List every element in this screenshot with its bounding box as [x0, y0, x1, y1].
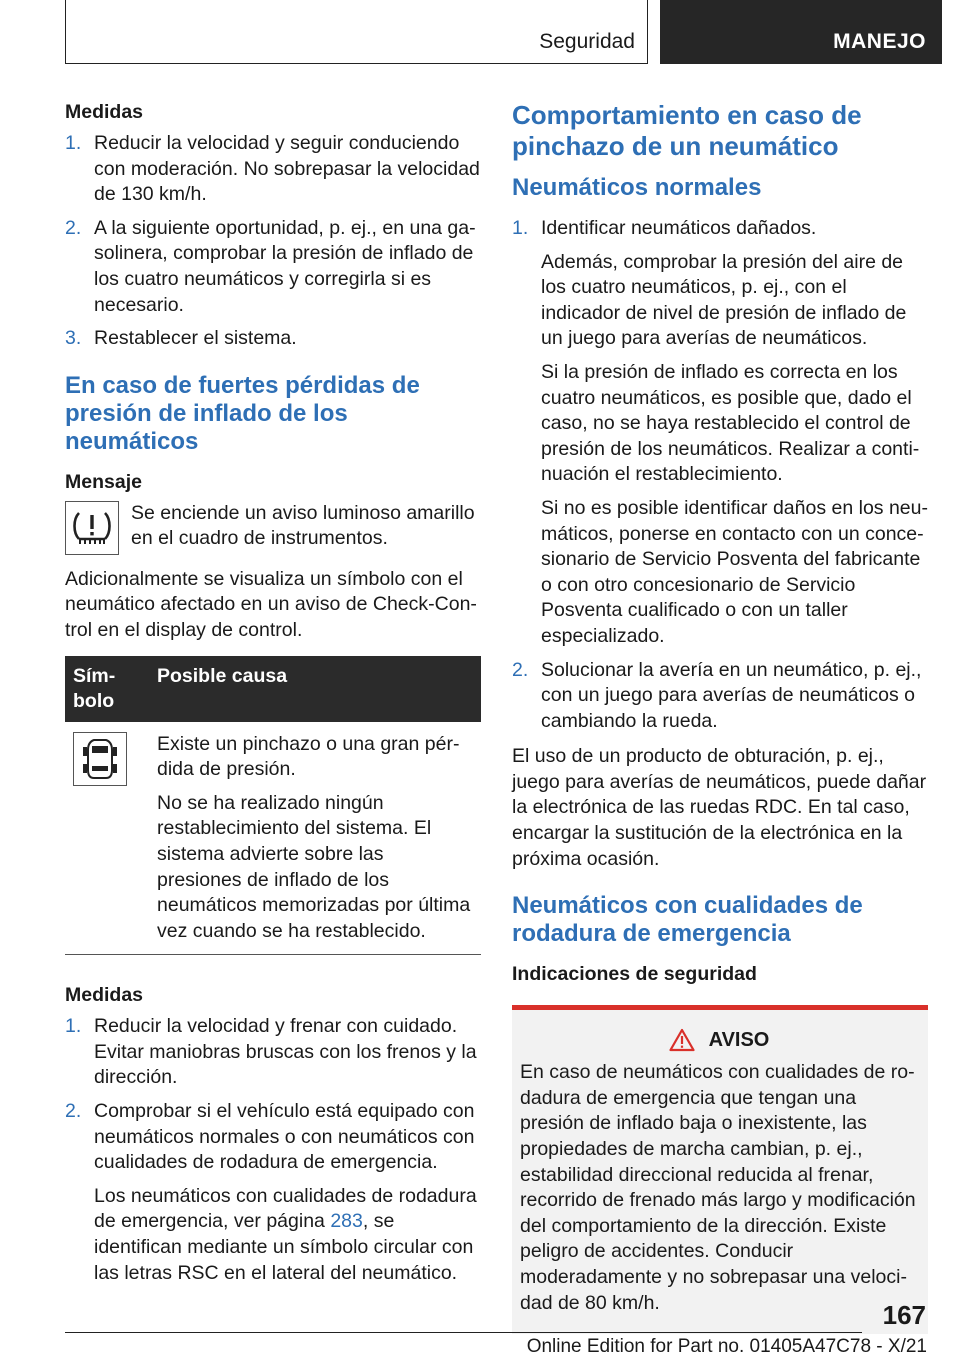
header-chapter-box [660, 0, 942, 64]
cause-text: Existe un pinchazo o una gran pérdida de presión. [157, 732, 460, 781]
left-column [65, 100, 481, 1296]
footer-edition: Online Edition for Part no. 01405A47C78 - X/21 [526, 1336, 927, 1357]
cause-text: No se ha realizado ningún restablecimiento del sistema. El sistema advierte sobre las presiones de inflado de los neumáticos memorizadas por última vez cuando se ha restablecido. [157, 791, 471, 942]
header-section-box [65, 0, 648, 64]
message-box [65, 501, 481, 555]
message-heading: Mensaje [65, 470, 142, 493]
table-cell-cause [149, 722, 481, 955]
page-number: 167 [882, 1300, 926, 1330]
step-subtext: Si no es posible identificar daños en los neumáticos, ponerse en contacto con un concesionario de Servicio Posventa del fabricante o con otro concesionario de Servicio Posventa cualificado o con un taller especializado. [541, 496, 928, 647]
measures-heading: Medidas [65, 984, 144, 1007]
step-text: Restablecer el sistema. [94, 327, 297, 350]
step-subtext: Si la presión de inflado es correcta en los cuatro neumáticos, es posible que, dado el caso, no se haya restablecido el control de presión de los neumáticos. Realizar a continuación el restablecimiento. [541, 360, 920, 486]
list-item [65, 326, 481, 352]
warning-label: AVISO [708, 1028, 770, 1051]
table-cell-symbol [65, 722, 149, 955]
step-subtext-part: , se identifican mediante un símbolo circular con las letras RSC en el lateral del neumático. [94, 1210, 474, 1284]
tire-pressure-warning-icon [65, 501, 119, 555]
table-header-cause: Posible causa [149, 656, 481, 722]
step-text: Identificar neumáticos dañados. [541, 217, 817, 239]
right-column [512, 100, 928, 1334]
measures-heading: Medidas [65, 101, 144, 123]
measures-list [65, 131, 481, 352]
sealant-info-text: El uso de un producto de obturación, p. ej., juego para averías de neumáticos, puede dañar la electrónica de las ruedas RDC. En tal caso, encargar la sustitución de la electrónica en la próxima ocasión. [512, 745, 927, 870]
step-number: 2. [512, 658, 529, 681]
safety-notes-heading: Indicaciones de seguridad [512, 963, 757, 986]
step-number: 1. [65, 1015, 82, 1038]
page-link-283[interactable]: 283 [330, 1210, 363, 1233]
puncture-steps-list [512, 216, 928, 734]
step-subtext-part: Los neumáticos con cualidades de rodadura de emergencia, ver página [94, 1184, 477, 1233]
subheading-runflat-tires: Neumáticos con cualidades de rodadura de emergencia [512, 892, 863, 948]
list-item [65, 1099, 481, 1286]
warning-box [512, 1005, 928, 1334]
section-heading-pressure-loss: En caso de fuertes pérdidas de presión de inflado de los neumáticos [65, 371, 420, 455]
list-item [512, 658, 928, 735]
list-item [65, 216, 481, 318]
warning-triangle-icon [669, 1028, 695, 1052]
table-header-symbol: Sím-bolo [65, 656, 149, 722]
step-number: 2. [65, 216, 82, 239]
step-number: 2. [65, 1100, 82, 1123]
table-row [65, 722, 481, 955]
section-heading-puncture: Comportamiento en caso de pinchazo de un neumático [512, 100, 862, 161]
step-number: 3. [65, 327, 82, 350]
car-tire-position-icon [73, 732, 127, 786]
warning-title [520, 1028, 918, 1052]
step-text: Reducir la velocidad y seguir conduciendo con moderación. No sobrepasar la velocidad de 130 km/h. [94, 132, 480, 206]
step-subtext: Además, comprobar la presión del aire de los cuatro neumáticos, p. ej., con el indicador de nivel de presión de inflado de un juego para averías de neumáticos. [541, 250, 907, 350]
step-number: 1. [65, 132, 82, 154]
step-text: Reducir la velocidad y frenar con cuidado. Evitar maniobras bruscas con los frenos y la dirección. [94, 1015, 477, 1089]
warning-text: En caso de neumáticos con cualidades de rodadura de emergencia que tengan una presión de inflado baja o inexistente, las propiedades de marcha cambian, p. ej., estabilidad direccional reducida al frenar, recorrido de frenado más largo y modificación del comportamiento de la dirección. Existe peligro de accidentes. Conducir moderadamente y no sobrepasar una velocidad de 80 km/h. [520, 1061, 916, 1314]
list-item [65, 131, 481, 208]
step-text: Solucionar la avería en un neumático, p. ej., con un juego para averías de neumáticos o cambiando la rueda. [541, 658, 922, 732]
step-text: Comprobar si el vehículo está equipado con neumáticos normales o con neumáticos con cualidades de rodadura de emergencia. [94, 1100, 475, 1174]
additional-info-text: Adicionalmente se visualiza un símbolo con el neumático afectado en un aviso de Check-Control en el display de control. [65, 567, 477, 641]
step-number: 1. [512, 217, 529, 239]
symbol-cause-table [65, 656, 481, 956]
message-text: Se enciende un aviso luminoso amarillo en el cuadro de instrumentos. [131, 501, 475, 550]
subheading-normal-tires: Neumáticos normales [512, 174, 762, 201]
step-subtext [94, 1184, 481, 1286]
measures-list [65, 1014, 481, 1286]
list-item [512, 216, 928, 650]
header-chapter-title: MANEJO [833, 30, 926, 53]
header-section-title: Seguridad [539, 30, 635, 53]
step-text: A la siguiente oportunidad, p. ej., en una gasolinera, comprobar la presión de inflado de los cuatro neumáticos y corregirla si es necesario. [94, 216, 476, 316]
list-item [65, 1014, 481, 1091]
table-header-row [65, 656, 481, 722]
footer-divider [65, 1332, 862, 1333]
